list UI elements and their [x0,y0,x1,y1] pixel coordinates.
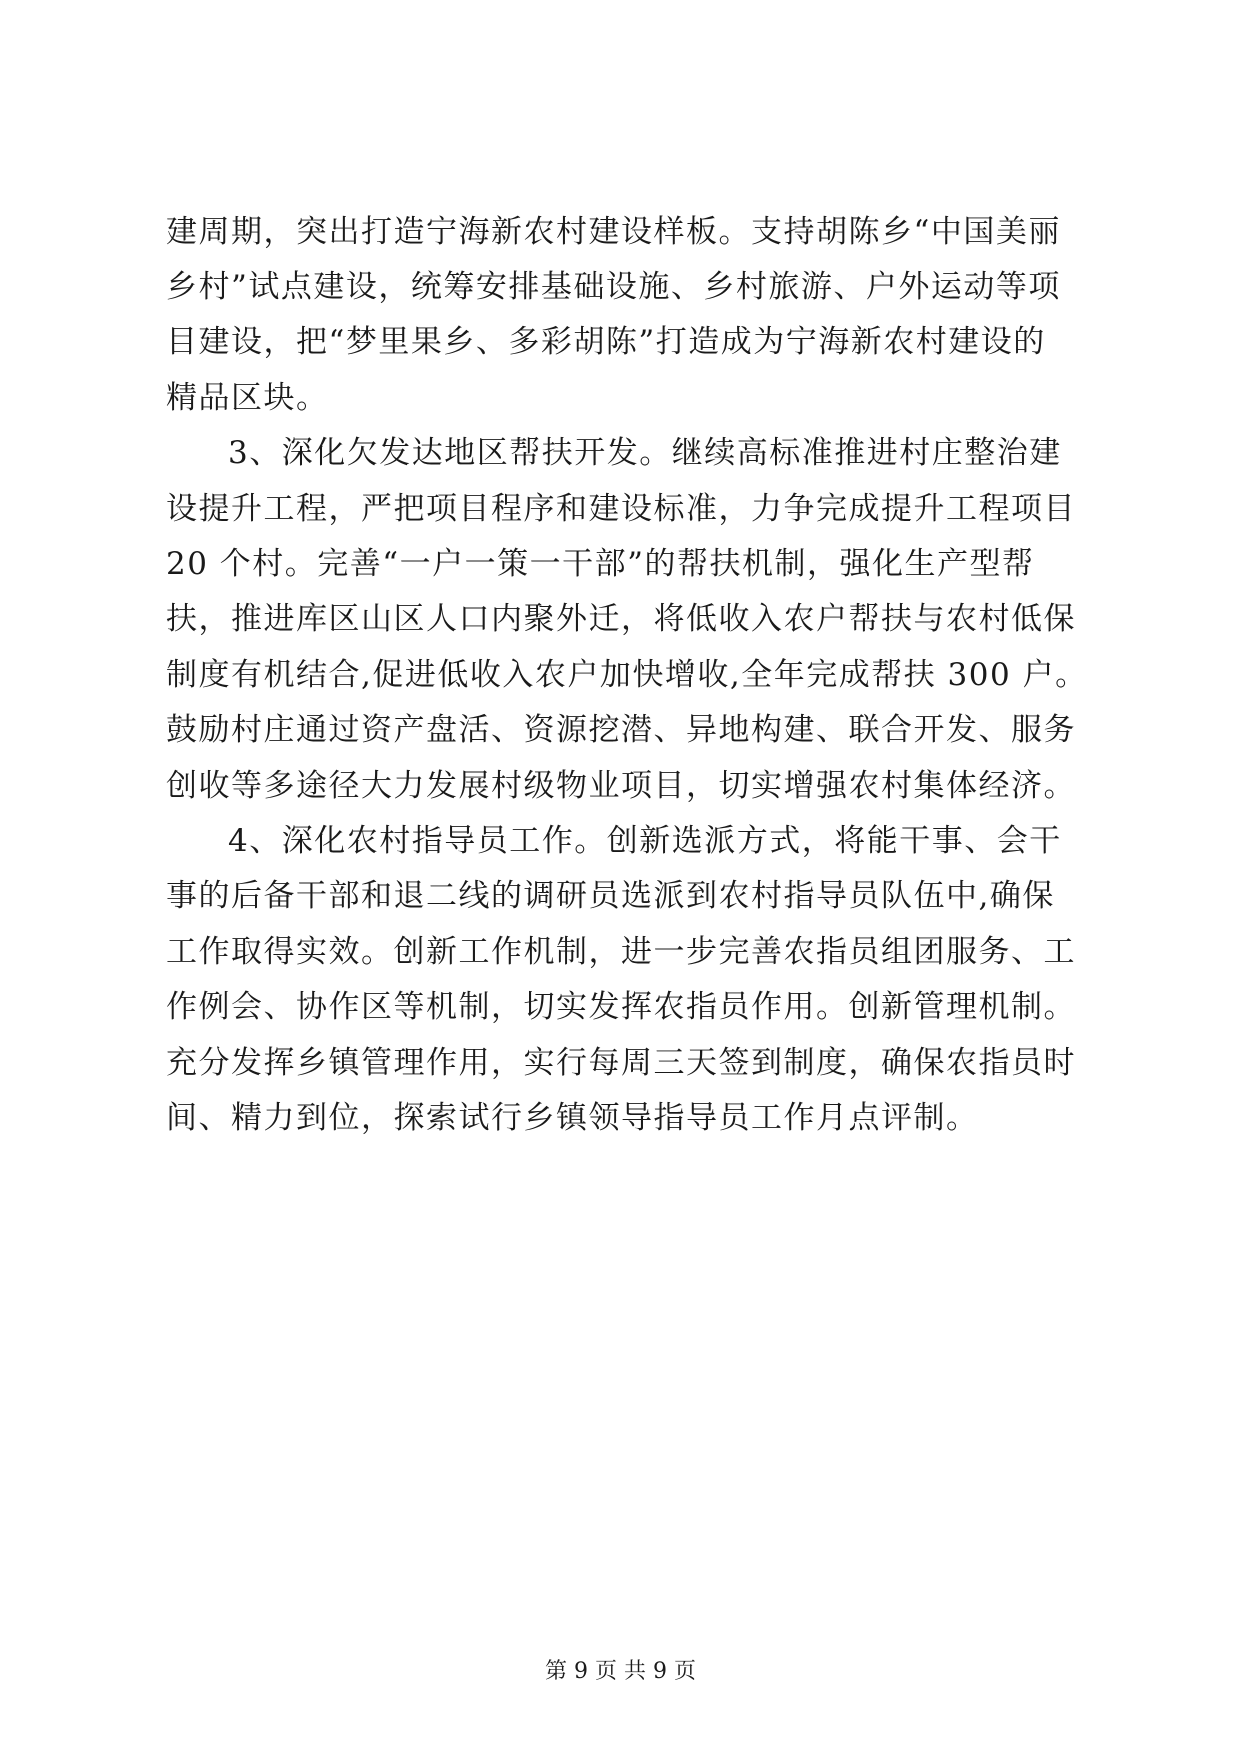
body-line: 工作取得实效。创新工作机制，进一步完善农指员组团服务、工 [166,934,1076,970]
body-line: 扶，推进库区山区人口内聚外迁，将低收入农户帮扶与农村低保 [166,601,1076,637]
body-line: 20 个村。完善“一户一策一干部”的帮扶机制，强化生产型帮 [166,546,1035,582]
section-3-first-line: 3、深化欠发达地区帮扶开发。继续高标准推进村庄整治建 [228,435,1062,471]
body-line: 建周期，突出打造宁海新农村建设样板。支持胡陈乡“中国美丽 [166,214,1061,250]
body-line: 精品区块。 [166,380,329,416]
body-line: 设提升工程，严把项目程序和建设标准，力争完成提升工程项目 [166,491,1076,527]
body-line: 创收等多途径大力发展村级物业项目，切实增强农村集体经济。 [166,768,1076,804]
body-line: 充分发挥乡镇管理作用，实行每周三天签到制度，确保农指员时 [166,1045,1076,1081]
body-line: 作例会、协作区等机制，切实发挥农指员作用。创新管理机制。 [166,989,1076,1025]
body-line: 事的后备干部和退二线的调研员选派到农村指导员队伍中,确保 [166,878,1055,914]
body-line: 间、精力到位，探索试行乡镇领导指导员工作月点评制。 [166,1100,979,1136]
body-line: 制度有机结合,促进低收入农户加快增收,全年完成帮扶 300 户。 [166,657,1088,693]
section-4-first-line: 4、深化农村指导员工作。创新选派方式，将能干事、会干 [228,823,1062,859]
body-line: 目建设，把“梦里果乡、多彩胡陈”打造成为宁海新农村建设的 [166,324,1046,360]
page-footer: 第 9 页 共 9 页 [545,1659,696,1684]
body-line: 乡村”试点建设，统筹安排基础设施、乡村旅游、户外运动等项 [166,269,1061,305]
body-line: 鼓励村庄通过资产盘活、资源挖潜、异地构建、联合开发、服务 [166,712,1076,748]
